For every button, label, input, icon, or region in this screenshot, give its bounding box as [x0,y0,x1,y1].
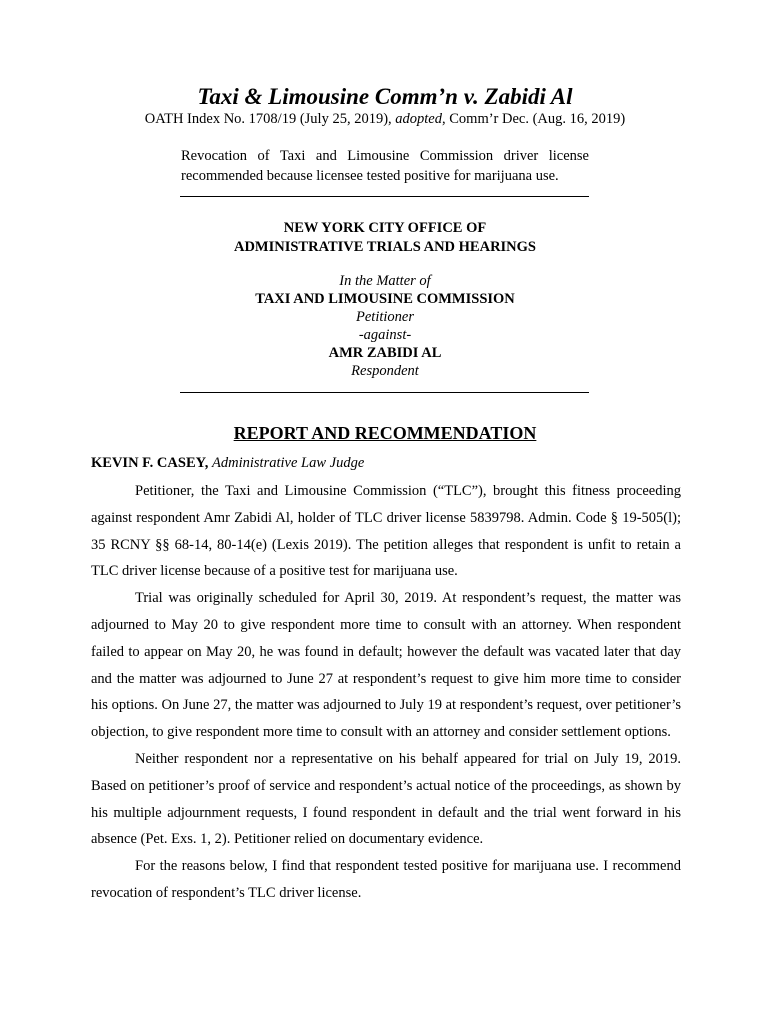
case-title: Taxi & Limousine Comm’n v. Zabidi Al [197,84,573,109]
body-paragraph: For the reasons below, I find that respondent tested positive for marijuana use. I recommend revocation of respondent’s TLC driver license. [91,858,681,901]
judge-name: KEVIN F. CASEY, [91,455,209,471]
citation-index: OATH Index No. 1708/19 (July 25, 2019), [144,111,396,127]
case-summary: Revocation of Taxi and Limousine Commission driver license recommended because licensee tested positive for marijuana use. [181,148,589,184]
report-body [91,478,681,907]
respondent-name: AMR ZABIDI AL [328,345,442,361]
petitioner-label: Petitioner [356,309,414,325]
judge-title: Administrative Law Judge [212,455,365,471]
office-line-1: NEW YORK CITY OFFICE OF [283,220,487,236]
office-line-2: ADMINISTRATIVE TRIALS AND HEARINGS [233,239,536,255]
body-paragraph: Neither respondent nor a representative on his behalf appeared for trial on July 19, 2019. Based on petitioner’s proof of service and respondent’s actual notice of the proceedings, as shown by his multiple adjournment requests, I found respondent in default and the trial went forward in his absence (Pet. Exs. 1, 2). Petitioner relied on documentary evidence. [91,750,681,848]
petitioner-name: TAXI AND LIMOUSINE COMMISSION [255,291,515,307]
body-paragraph: Petitioner, the Taxi and Limousine Commission (“TLC”), brought this fitness proceeding against respondent Amr Zabidi Al, holder of TLC driver license 5839798. Admin. Code § 19-505(l); 35 RCNY §§ 68-14, 80-14(e) (Lexis 2019). The petition alleges that respondent is unfit to retain a TLC driver license because of a positive test for marijuana use. [91,483,681,580]
case-caption [0,272,770,380]
divider-top [180,196,589,197]
office-name [0,219,770,257]
divider-bottom [180,392,589,393]
citation-decision: , Comm’r Dec. (Aug. 16, 2019) [442,111,626,127]
against-label: -against- [358,327,412,343]
citation-adopted: adopted [395,111,442,127]
respondent-label: Respondent [351,363,419,379]
body-paragraph: Trial was originally scheduled for April 30, 2019. At respondent’s request, the matter was adjourned to May 20 to give respondent more time to consult with an attorney. When respondent failed to appear on May 20, he was found in default; however the default was vacated later that day and the matter was adjourned to June 27 at respondent’s request to give him more time to consider his options. On June 27, the matter was adjourned to July 19 at respondent’s request, over petitioner’s objection, to give respondent more time to consult with an attorney and consider settlement options. [91,590,681,741]
case-citation [0,111,770,128]
report-heading: REPORT AND RECOMMENDATION [233,423,537,443]
judge-line [91,455,364,472]
in-the-matter-of: In the Matter of [339,273,431,289]
